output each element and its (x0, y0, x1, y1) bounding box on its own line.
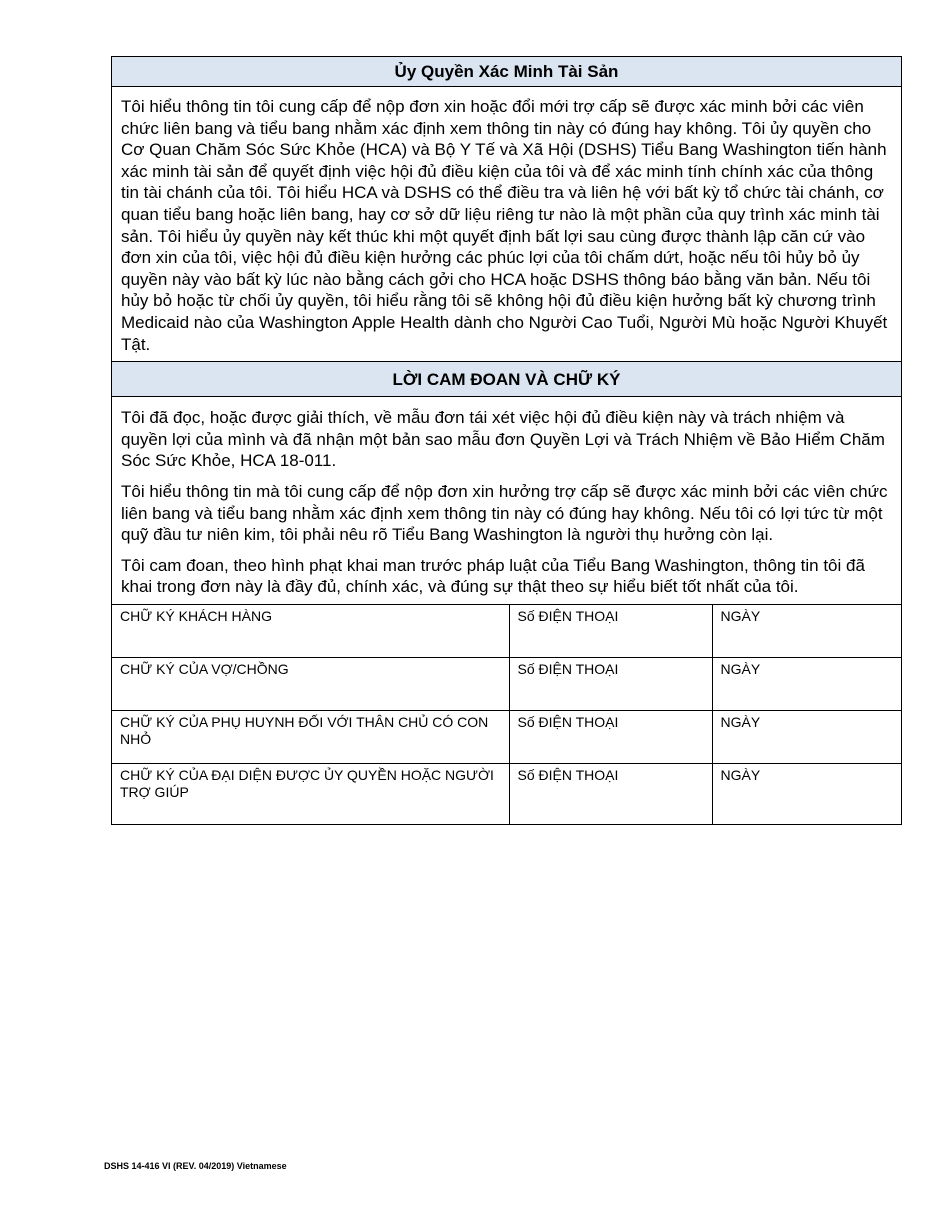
signature-row (112, 710, 901, 763)
representative-phone-field[interactable]: Số ĐIỆN THOẠI (509, 763, 712, 824)
spouse-phone-field[interactable]: Số ĐIỆN THOẠI (509, 657, 712, 710)
spouse-signature-field[interactable]: CHỮ KÝ CỦA VỢ/CHỒNG (112, 657, 509, 710)
form-footer: DSHS 14-416 VI (REV. 04/2019) Vietnamese (104, 1161, 287, 1171)
signature-row (112, 657, 901, 710)
client-phone-field[interactable]: Số ĐIỆN THOẠI (509, 604, 712, 657)
declaration-paragraph: Tôi đã đọc, hoặc được giải thích, về mẫu đơn tái xét việc hội đủ điều kiện này và trách nhiệm và quyền lợi của mình và đã nhận một bản sao mẫu đơn Quyền Lợi và Trách Nhiệm về Bảo Hiểm Chăm Sóc Sức Khỏe, HCA 18-011. (121, 408, 885, 471)
signature-table (112, 604, 901, 825)
declaration-paragraph: Tôi hiểu thông tin mà tôi cung cấp để nộp đơn xin hưởng trợ cấp sẽ được xác minh bởi các viên chức liên bang và tiểu bang nhằm xác định xem thông tin này có đúng hay không. Nếu tôi có lợi tức từ một quỹ đầu tư niên kim, tôi phải nêu rõ Tiểu Bang Washington là người thụ hưởng còn lại. (121, 481, 888, 545)
spouse-date-field[interactable]: NGÀY (712, 657, 901, 710)
client-date-field[interactable]: NGÀY (712, 604, 901, 657)
parent-signature-field[interactable]: CHỮ KÝ CỦA PHỤ HUYNH ĐỐI VỚI THÂN CHỦ CÓ CON NHỎ (112, 710, 509, 763)
authorization-text: Tôi hiểu thông tin tôi cung cấp để nộp đơn xin hoặc đổi mới trợ cấp sẽ được xác minh bởi các viên chức liên bang và tiểu bang nhằm xác định xem thông tin này có đúng hay không. Tôi ủy quyền cho Cơ Quan Chăm Sóc Sức Khỏe (HCA) và Bộ Y Tế và Xã Hội (DSHS) Tiểu Bang Washington tiến hành xác minh tài sản để quyết định việc hội đủ điều kiện của tôi và để xác minh tính chính xác của thông tin tài chánh của tôi. Tôi hiểu HCA và DSHS có thể điều tra và liên hệ với bất kỳ tổ chức tài chánh, cơ quan tiểu bang hoặc liên bang, hay cơ sở dữ liệu riêng tư nào là một phần của quy trình xác minh tài sản. Tôi hiểu ủy quyền này kết thúc khi một quyết định bất lợi sau cùng được thành lập căn cứ vào đơn xin của tôi, việc hội đủ điều kiện hưởng các phúc lợi của tôi chấm dứt, hoặc nếu tôi hủy bỏ ủy quyền này vào bất kỳ lúc nào bằng cách gởi cho HCA hoặc DSHS thông báo bằng văn bản. Nếu tôi hủy bỏ hoặc từ chối ủy quyền, tôi hiểu rằng tôi sẽ không hội đủ điều kiện hưởng bất kỳ chương trình Medicaid nào của Washington Apple Health dành cho Người Cao Tuổi, Người Mù hoặc Người Khuyết Tật. (121, 97, 888, 354)
client-signature-field[interactable]: CHỮ KÝ KHÁCH HÀNG (112, 604, 509, 657)
representative-signature-field[interactable]: CHỮ KÝ CỦA ĐẠI DIỆN ĐƯỢC ỦY QUYỀN HOẶC NGƯỜI TRỢ GIÚP (112, 763, 509, 824)
authorization-title: Ủy Quyền Xác Minh Tài Sản (112, 57, 901, 87)
form-container (111, 56, 902, 825)
signature-row (112, 763, 901, 824)
parent-phone-field[interactable]: Số ĐIỆN THOẠI (509, 710, 712, 763)
representative-date-field[interactable]: NGÀY (712, 763, 901, 824)
declaration-paragraph: Tôi cam đoan, theo hình phạt khai man trước pháp luật của Tiểu Bang Washington, thông tin tôi đã khai trong đơn này là đầy đủ, chính xác, và đúng sự thật theo sự hiểu biết tốt nhất của tôi. (121, 555, 865, 597)
signature-row (112, 604, 901, 657)
authorization-body (112, 87, 901, 361)
declaration-body (112, 397, 901, 604)
declaration-title: LỜI CAM ĐOAN VÀ CHỮ KÝ (112, 361, 901, 397)
parent-date-field[interactable]: NGÀY (712, 710, 901, 763)
